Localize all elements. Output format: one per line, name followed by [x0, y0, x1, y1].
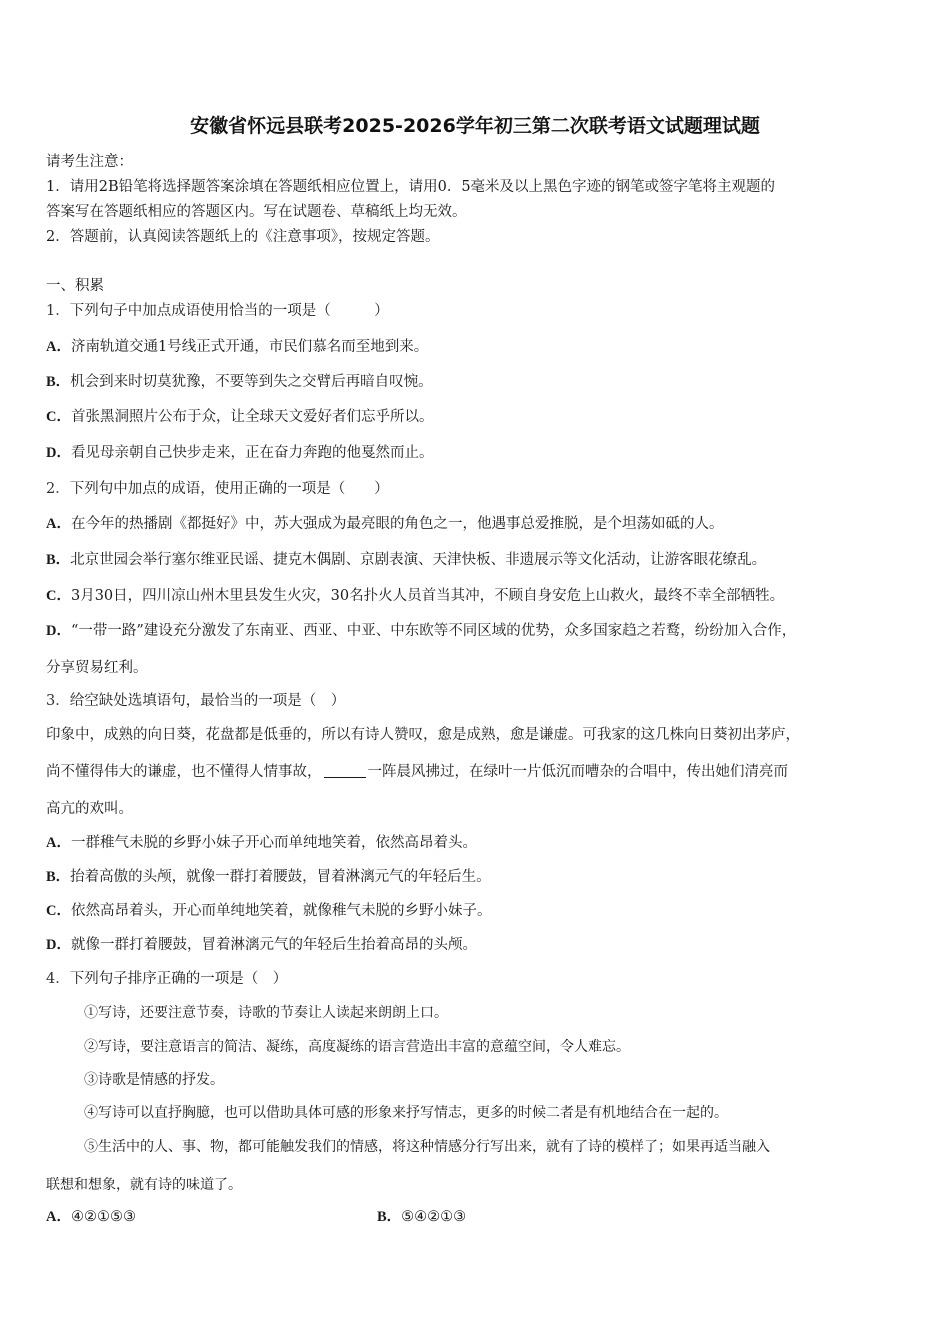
q1-option-c[interactable] — [46, 407, 433, 427]
option-letter: D． — [46, 445, 71, 461]
option-text: ⑤④②①③ — [401, 1209, 467, 1225]
option-letter: B． — [46, 869, 71, 885]
q2-option-d[interactable] — [46, 621, 796, 641]
q4-sentence-4: ④写诗可以直抒胸臆，也可以借助具体可感的形象来抒写情志，更多的时候二者是有机地结合在一起的。 — [84, 1105, 728, 1121]
option-letter: A． — [46, 339, 71, 355]
question-3-stem — [46, 691, 345, 711]
question-2-stem — [46, 479, 389, 499]
passage-text: 一阵晨风拂过，在绿叶一片低沉而嘈杂的合唱中，传出她们清亮而 — [367, 764, 788, 780]
answer-blank — [324, 763, 366, 778]
q3-option-b[interactable] — [46, 867, 491, 887]
notice-item-2: 2．答题前，认真阅读答题纸上的《注意事项》，按规定答题。 — [46, 229, 440, 245]
option-letter: B． — [46, 552, 71, 568]
option-text: 一群稚气未脱的乡野小妹子开心而单纯地笑着，依然高昂着头。 — [70, 835, 477, 851]
question-text: 下列句中加点的成语，使用正确的一项是（ ） — [69, 481, 389, 497]
q4-sentence-2: ②写诗，要注意语言的简洁、凝练，高度凝练的语言营造出丰富的意蕴空间，令人难忘。 — [84, 1039, 630, 1055]
option-text: 机会到来时切莫犹豫，不要等到失之交臂后再暗自叹惋。 — [70, 374, 433, 390]
option-text: “一带一路”建设充分激发了东南亚、西亚、中亚、中东欧等不同区域的优势，众多国家趋之若鹜，纷纷加入合作， — [70, 623, 797, 639]
q3-option-a[interactable] — [46, 833, 477, 853]
question-number: 3． — [46, 693, 70, 709]
option-text: 在今年的热播剧《都挺好》中，苏大强成为最亮眼的角色之一，他遇事总爱推脱，是个坦荡如砥的人。 — [70, 516, 724, 532]
option-letter: B． — [46, 374, 71, 390]
option-letter: D． — [46, 623, 71, 639]
question-1-stem — [46, 301, 389, 321]
option-text: ④②①⑤③ — [70, 1209, 136, 1225]
question-4-stem — [46, 969, 287, 989]
option-text: 依然高昂着头，开心而单纯地笑着，就像稚气未脱的乡野小妹子。 — [70, 903, 492, 919]
q4-sentence-1: ①写诗，还要注意节奏，诗歌的节奏让人读起来朗朗上口。 — [84, 1005, 448, 1021]
option-text: 抬着高傲的头颅，就像一群打着腰鼓，冒着淋漓元气的年轻后生。 — [70, 869, 491, 885]
notice-item-1-line-2: 答案写在答题纸相应的答题区内。写在试题卷、草稿纸上均无效。 — [46, 204, 467, 220]
q1-option-b[interactable] — [46, 372, 433, 392]
q2-option-b[interactable] — [46, 550, 766, 570]
question-text: 下列句子中加点成语使用恰当的一项是（ ） — [69, 303, 389, 319]
question-text: 下列句子排序正确的一项是（ ） — [69, 971, 288, 987]
option-letter: A． — [46, 516, 71, 532]
option-text: 就像一群打着腰鼓，冒着淋漓元气的年轻后生抬着高昂的头颅。 — [70, 937, 477, 953]
notice-heading: 请考生注意： — [46, 154, 133, 170]
q4-sentence-3: ③诗歌是情感的抒发。 — [84, 1072, 224, 1088]
question-number: 4． — [46, 971, 70, 987]
q1-option-a[interactable] — [46, 337, 428, 357]
option-letter: C． — [46, 588, 71, 604]
section-heading: 一、积累 — [46, 278, 104, 294]
option-text: 3月30日，四川凉山州木里县发生火灾，30名扑火人员首当其冲，不顾自身安危上山救火，最终不幸全部牺牲。 — [70, 588, 785, 604]
q1-option-d[interactable] — [46, 443, 433, 463]
q3-option-d[interactable] — [46, 935, 477, 955]
option-letter: C． — [46, 409, 71, 425]
q3-option-c[interactable] — [46, 901, 491, 921]
q4-option-a[interactable] — [46, 1207, 136, 1227]
q4-sentence-5-continued: 联想和想象，就有诗的味道了。 — [46, 1177, 242, 1193]
option-text: 首张黑洞照片公布于众，让全球天文爱好者们忘乎所以。 — [70, 409, 434, 425]
option-text: 济南轨道交通1号线正式开通，市民们慕名而至地到来。 — [70, 339, 429, 355]
q3-passage-line-2 — [46, 762, 788, 782]
question-number: 2． — [46, 481, 70, 497]
q2-option-d-continued: 分享贸易红利。 — [46, 660, 148, 676]
notice-item-1-line-1: 1．请用2B铅笔将选择题答案涂填在答题纸相应位置上，请用0．5毫米及以上黑色字迹的钢笔或签字笔将主观题的 — [46, 179, 776, 195]
q3-passage-line-1: 印象中，成熟的向日葵，花盘都是低垂的，所以有诗人赞叹，愈是成熟，愈是谦虚。可我家的这几株向日葵初出茅庐， — [46, 727, 800, 743]
option-letter: B． — [377, 1209, 402, 1225]
q3-passage-line-3: 高亢的欢叫。 — [46, 801, 133, 817]
question-text: 给空缺处选填语句，最恰当的一项是（ ） — [69, 693, 346, 709]
passage-text: 尚不懂得伟大的谦虚，也不懂得人情事故， — [46, 764, 322, 780]
option-letter: D． — [46, 937, 71, 953]
q4-sentence-5: ⑤生活中的人、事、物，都可能触发我们的情感，将这种情感分行写出来，就有了诗的模样了；如果再适当融入 — [84, 1139, 770, 1155]
option-text: 北京世园会举行塞尔维亚民谣、捷克木偶剧、京剧表演、天津快板、非遗展示等文化活动，让游客眼花缭乱。 — [70, 552, 767, 568]
q2-option-c[interactable] — [46, 586, 784, 606]
option-letter: A． — [46, 1209, 71, 1225]
option-letter: C． — [46, 903, 71, 919]
question-number: 1． — [46, 303, 70, 319]
option-text: 看见母亲朝自己快步走来，正在奋力奔跑的他戛然而止。 — [70, 445, 434, 461]
option-letter: A． — [46, 835, 71, 851]
page-title: 安徽省怀远县联考2025-2026学年初三第二次联考语文试题理试题 — [190, 115, 760, 137]
q2-option-a[interactable] — [46, 514, 723, 534]
q4-option-b[interactable] — [377, 1207, 466, 1227]
